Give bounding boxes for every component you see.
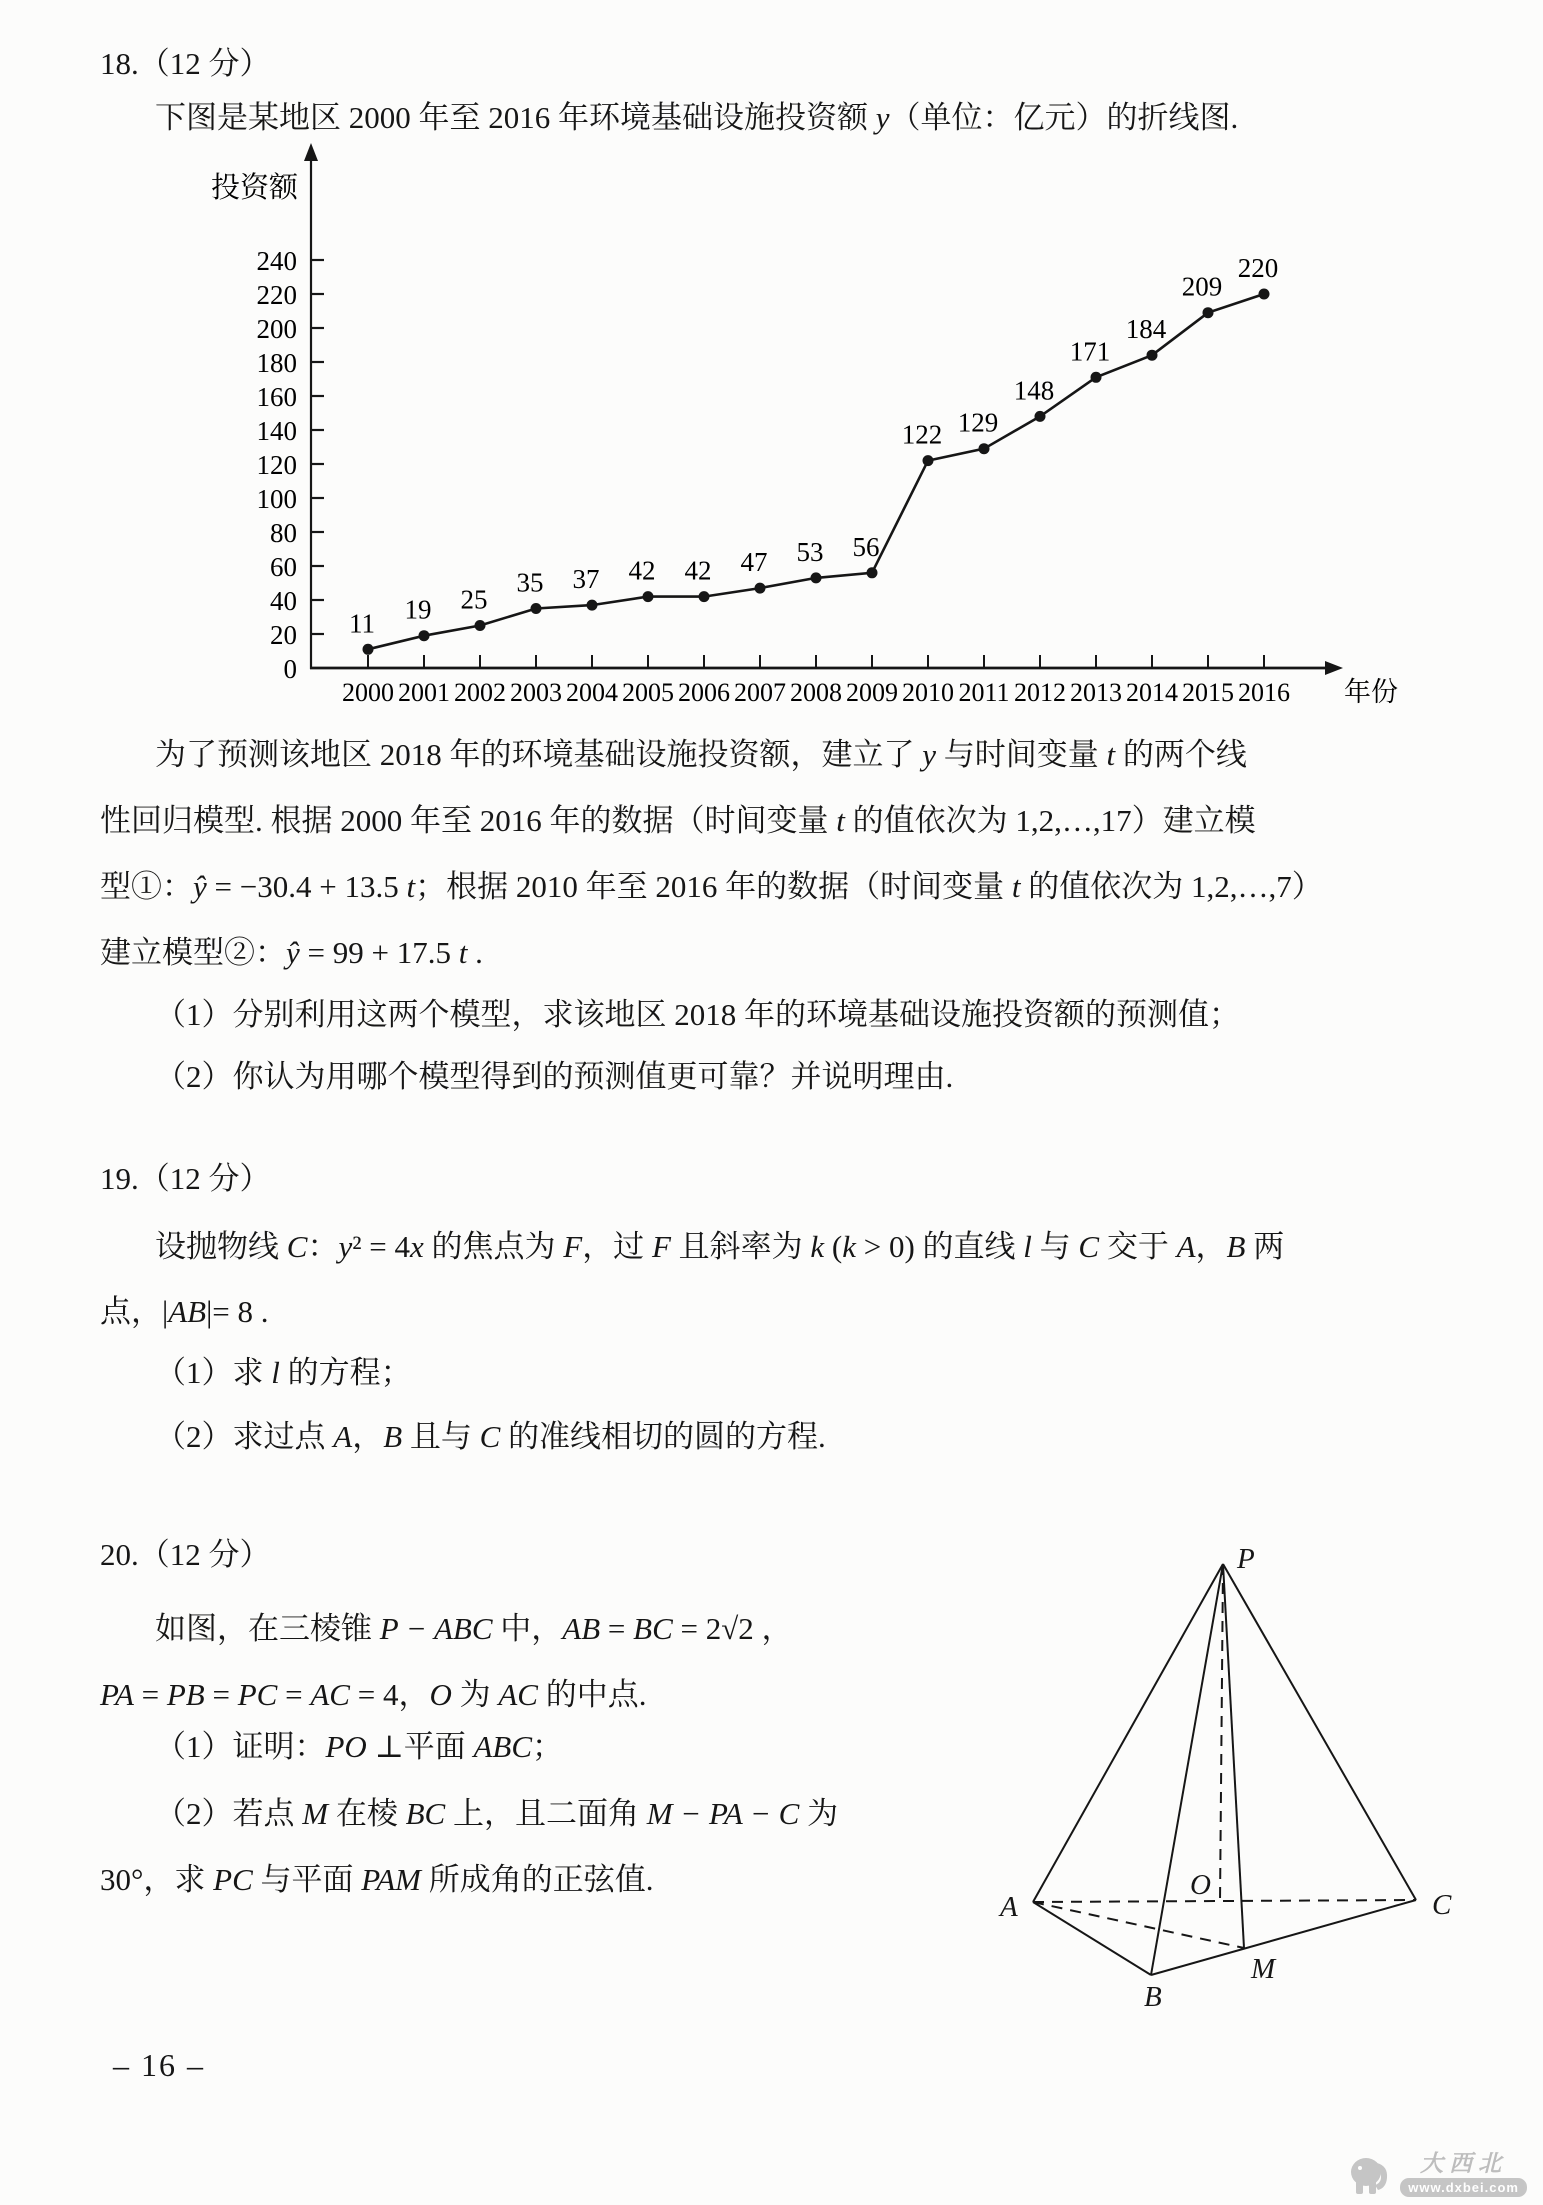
figure-label-o: O [1190,1869,1211,1901]
q20-item-2 [100,1781,980,1913]
data-point-label: 37 [572,564,600,595]
data-point [475,620,486,631]
data-point-label: 42 [684,555,712,586]
x-tick-label: 2005 [622,678,674,707]
x-axis-arrow [1325,661,1343,675]
x-tick-label: 2011 [958,678,1010,707]
x-tick-label: 2003 [510,678,562,707]
data-point-label: 56 [852,531,880,562]
q20-item-1: （1）证明：PO ⊥平面 ABC； [155,1729,564,1764]
data-point-label: 171 [1069,336,1111,367]
item-line: 30°，求 PC 与平面 PAM 所成角的正弦值. [100,1862,654,1897]
y-tick-label: 20 [270,620,297,650]
x-tick-label: 2010 [902,678,954,707]
edge-pb [1151,1564,1223,1975]
figure-label-c: C [1432,1889,1452,1921]
edge-bc [1151,1900,1416,1975]
data-point [419,630,430,641]
investment-line-chart [118,140,1418,730]
data-point [699,591,710,602]
data-point [1035,411,1046,422]
body-line: 设抛物线 C：y² = 4x 的焦点为 F，过 F 且斜率为 k (k > 0) 的直线 l 与 C 交于 A，B 两 [155,1229,1285,1264]
figure-label-p: P [1237,1543,1255,1575]
data-point-label: 11 [349,608,375,639]
q18-item-2: （2）你认为用哪个模型得到的预测值更可靠？并说明理由. [155,1059,954,1094]
x-tick-label: 2002 [454,678,506,707]
data-point-label: 25 [460,584,488,615]
edge-pm [1223,1564,1244,1948]
data-point-label: 47 [740,547,768,578]
data-point [811,572,822,583]
data-point [867,567,878,578]
q20-header: 20.（12 分） [100,1537,271,1572]
x-axis-title: 年份 [1344,677,1398,707]
data-point-label: 19 [404,594,432,625]
paragraph-line: 建立模型②：ŷ = 99 + 17.5 t . [100,935,483,970]
data-point [923,455,934,466]
y-tick-label: 220 [256,280,297,310]
body-line: 点，|AB|= 8 . [100,1294,269,1329]
x-tick-label: 2013 [1070,678,1122,707]
y-tick-label: 180 [256,348,297,378]
y-tick-label: 200 [256,314,297,344]
tetrahedron-figure [988,1542,1458,2010]
data-point [587,600,598,611]
y-tick-label: 100 [256,484,297,514]
data-point-label: 42 [628,555,656,586]
data-point [1091,372,1102,383]
y-tick-label: 240 [256,246,297,276]
q19-body [100,1214,1460,1344]
y-tick-label: 80 [270,518,297,548]
x-tick-label: 2007 [734,678,786,707]
q18-intro: 下图是某地区 2000 年至 2016 年环境基础设施投资额 y（单位：亿元）的折线图. [155,100,1239,135]
q20-body [100,1596,980,1728]
q18-paragraph [100,722,1460,986]
x-tick-label: 2004 [566,678,618,707]
x-tick-label: 2000 [342,678,394,707]
x-tick-label: 2015 [1182,678,1234,707]
data-point-label: 122 [901,419,943,450]
figure-label-a: A [1000,1891,1018,1923]
data-point [755,583,766,594]
site-watermark [1347,2152,1527,2197]
data-point-label: 53 [796,536,824,567]
data-point-label: 35 [516,567,544,598]
y-tick-label: 160 [256,382,297,412]
q18-header: 18.（12 分） [100,46,271,81]
y-tick-label: 40 [270,586,297,616]
figure-label-m: M [1251,1953,1276,1985]
q19-header: 19.（12 分） [100,1161,271,1196]
body-line: 如图，在三棱锥 P − ABC 中，AB = BC = 2√2 ， [155,1611,793,1646]
watermark-site: www.dxbei.com [1400,2178,1527,2197]
x-tick-label: 2016 [1238,678,1290,707]
edge-ab [1033,1902,1151,1975]
watermark-brand: 大西北 [1420,2151,1508,2176]
q18-item-1: （1）分别利用这两个模型，求该地区 2018 年的环境基础设施投资额的预测值； [155,997,1240,1032]
edge-pc [1223,1564,1416,1900]
edge-po-dashed [1220,1564,1223,1902]
x-tick-label: 2001 [398,678,450,707]
data-point [531,603,542,614]
paragraph-line: 性回归模型. 根据 2000 年至 2016 年的数据（时间变量 t 的值依次为 1,2,…,17）建立模 [100,803,1256,838]
data-point [363,644,374,655]
elephant-logo-icon [1347,2153,1393,2197]
q19-item-1: （1）求 l 的方程； [155,1355,412,1390]
x-tick-label: 2009 [846,678,898,707]
data-point-label: 148 [1013,375,1055,406]
data-point [643,591,654,602]
data-point-label: 129 [957,407,999,438]
x-tick-label: 2008 [790,678,842,707]
line-series [368,294,1264,649]
item-line: （2）若点 M 在棱 BC 上，且二面角 M − PA − C 为 [155,1796,839,1831]
y-tick-label: 0 [283,654,297,684]
y-tick-label: 120 [256,450,297,480]
data-point-label: 220 [1237,253,1279,283]
data-point [979,443,990,454]
data-point [1203,307,1214,318]
edge-pa [1033,1564,1223,1902]
data-point [1147,350,1158,361]
figure-label-b: B [1144,1981,1162,2010]
paragraph-line: 为了预测该地区 2018 年的环境基础设施投资额，建立了 y 与时间变量 t 的两个线 [155,737,1247,772]
data-point-label: 209 [1181,271,1223,302]
y-tick-label: 140 [256,416,297,446]
body-line: PA = PB = PC = AC = 4，O 为 AC 的中点. [100,1677,647,1712]
y-axis-arrow [304,143,318,161]
page-number: – 16 – [113,2047,205,2083]
data-point [1259,289,1270,300]
data-point-label: 184 [1125,314,1167,345]
x-tick-label: 2014 [1126,678,1178,707]
y-tick-label: 60 [270,552,297,582]
x-tick-label: 2006 [678,678,730,707]
y-axis-title: 投资额 [210,172,298,204]
paragraph-line: 型①：ŷ = −30.4 + 13.5 t；根据 2010 年至 2016 年的数据（时间变量 t 的值依次为 1,2,…,7） [100,869,1323,904]
q19-item-2: （2）求过点 A，B 且与 C 的准线相切的圆的方程. [155,1419,826,1454]
x-tick-label: 2012 [1014,678,1066,707]
edge-am-dashed [1033,1902,1244,1948]
edge-ac-dashed [1033,1900,1416,1902]
